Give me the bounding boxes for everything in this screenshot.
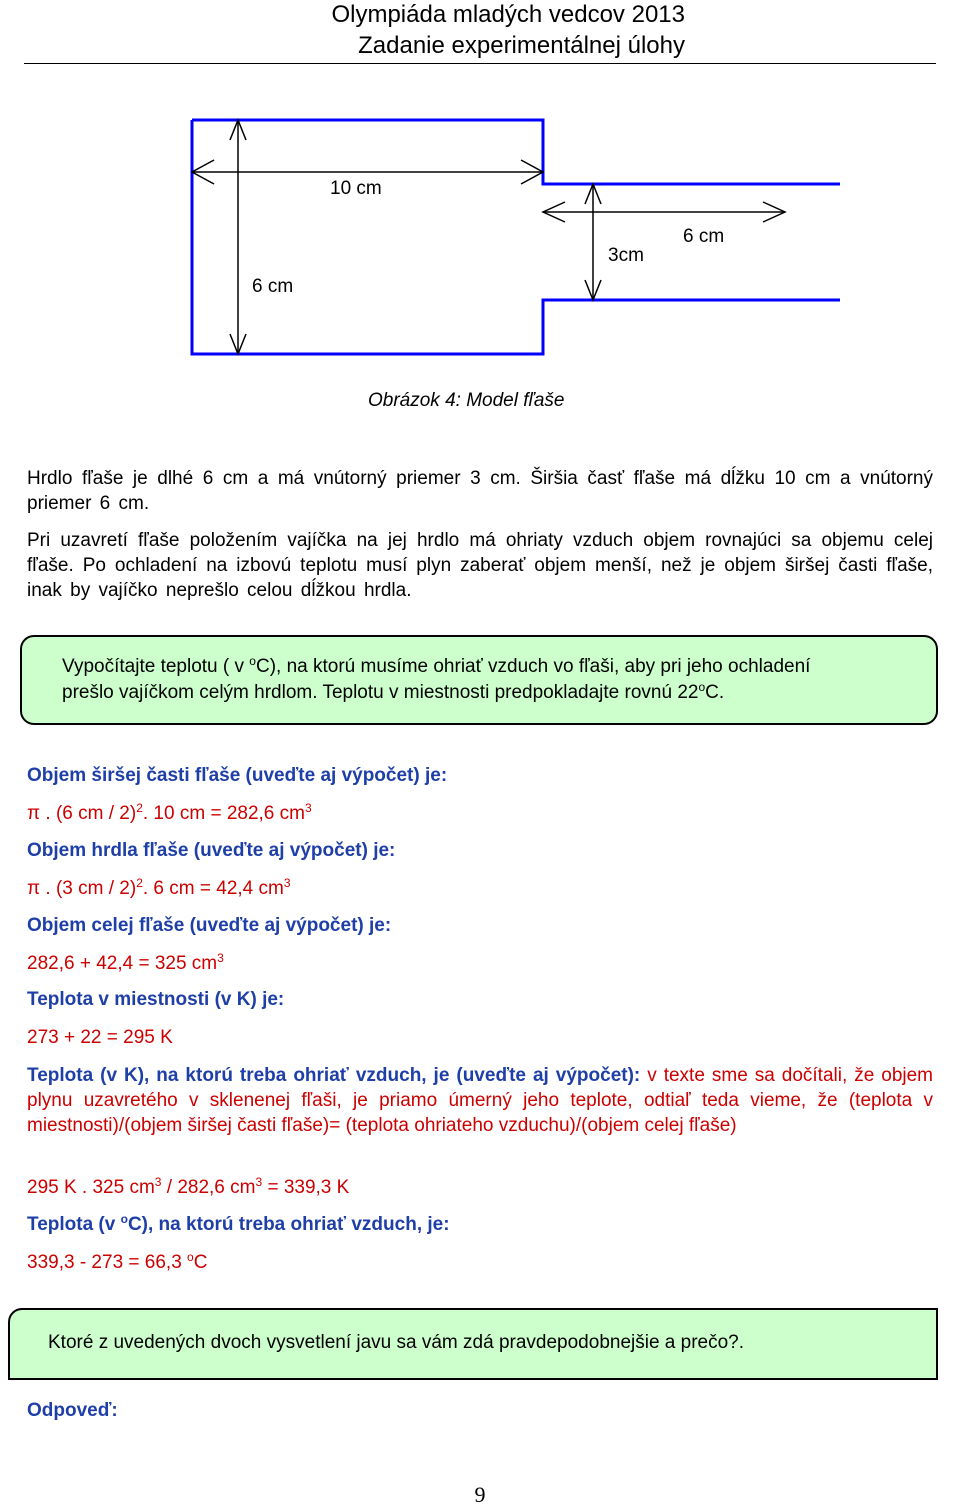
bottle-outline-top — [192, 120, 840, 354]
header-subtitle: Zadanie experimentálnej úlohy — [358, 32, 685, 59]
answer-wide-volume-sup-b: 3 — [304, 801, 312, 815]
task-text-d: C. — [705, 682, 725, 703]
answer-total-volume-a: 282,6 + 42,4 = 325 cm — [27, 953, 218, 974]
bottle-diagram — [0, 0, 960, 370]
task-line-2 — [62, 680, 724, 705]
answer-total-volume — [27, 953, 224, 975]
task-box — [20, 635, 938, 725]
figure-caption: Obrázok 4: Model fľaše — [368, 390, 565, 411]
bottle-outline-bottom — [192, 120, 840, 184]
task-text-b: C), na ktorú musíme ohriať vzduch vo fľaši, aby pri jeho ochladení — [255, 656, 811, 677]
label-wide-length: 10 cm — [330, 178, 382, 199]
answer-heat-temperature-k — [27, 1177, 349, 1199]
answer-heat-temperature-c — [27, 1252, 207, 1274]
answer-heat-k-explanation: v texte sme sa dočítali, že objem plynu uzavretého v sklenenej fľaši, je priamo úmerný jeho teplote, odtiaľ teda vieme, že (teplota v miestnosti)/(objem širšej časti fľaše)= (teplota ohriateho vzduchu)/(objem celej fľaše) — [27, 1065, 934, 1136]
task-degree-sup-2: o — [698, 680, 706, 694]
task-text-c: prešlo vajíčkom celým hrdlom. Teplotu v miestnosti predpokladajte rovnú 22 — [62, 682, 699, 703]
answer-neck-volume-b: . 6 cm = 42,4 cm — [142, 878, 284, 899]
label-wide-diameter: 6 cm — [252, 276, 294, 297]
answer-heat-c-a: 339,3 - 273 = 66,3 — [27, 1252, 188, 1273]
answer-heat-k-sup-a: 3 — [154, 1175, 162, 1189]
question-heat-c-a: Teplota (v — [27, 1214, 121, 1235]
task-line-1 — [62, 654, 810, 679]
answer-total-volume-sup: 3 — [217, 951, 224, 965]
answer-neck-volume-sup-b: 3 — [283, 876, 291, 890]
answer-wide-volume-a: π . (6 cm / 2) — [27, 803, 137, 824]
question-wide-volume: Objem širšej časti fľaše (uveďte aj výpočet) je: — [27, 765, 448, 786]
answer-wide-volume-b: . 10 cm = 282,6 cm — [142, 803, 305, 824]
answer-room-temperature: 273 + 22 = 295 K — [27, 1027, 173, 1048]
page-number: 9 — [474, 1482, 486, 1507]
question-heat-c-b: C), na ktorú treba ohriať vzduch, je: — [127, 1214, 450, 1235]
question-heat-c-sup: o — [120, 1212, 128, 1226]
question-room-temperature: Teplota v miestnosti (v K) je: — [27, 989, 285, 1010]
header-title: Olympiáda mladých vedcov 2013 — [331, 1, 685, 28]
question-heat-temperature-c — [27, 1214, 450, 1236]
intro-paragraph-2-a: Pri uzavretí fľaše položením vajíčka na jej hrdlo má ohriaty vzduch objem rovnajúci sa objemu celej fľaše. — [27, 530, 933, 576]
task-text-a: Vypočítajte teplotu ( v — [62, 656, 250, 677]
intro-paragraph-1: Hrdlo fľaše je dlhé 6 cm a má vnútorný priemer 3 cm. Širšia časť fľaše má dĺžku 10 cm a vnútorný priemer 6 cm. — [27, 468, 933, 514]
question-heat-temperature-k — [27, 1063, 933, 1138]
intro-paragraph-2 — [27, 528, 933, 603]
answer-neck-volume — [27, 878, 291, 900]
answer-heat-k-c: = 339,3 K — [262, 1177, 350, 1198]
question-box — [8, 1308, 938, 1380]
question-neck-volume: Objem hrdla fľaše (uveďte aj výpočet) je: — [27, 840, 396, 861]
answer-neck-volume-sup-a: 2 — [136, 876, 143, 890]
intro-paragraph-2-b: Po ochladení na izbovú teplotu musí plyn zaberať objem menší, než je objem širšej časti fľaše, inak by vajíčko neprešlo celou dĺžkou hrdla. — [27, 555, 933, 601]
question-box-text: Ktoré z uvedených dvoch vysvetlení javu sa vám zdá pravdepodobnejšie a prečo?. — [48, 1332, 745, 1353]
answer-wide-volume — [27, 803, 312, 825]
answer-heat-k-sup-b: 3 — [255, 1175, 263, 1189]
answer-wide-volume-sup-a: 2 — [136, 801, 143, 815]
answer-neck-volume-a: π . (3 cm / 2) — [27, 878, 137, 899]
label-neck-length: 6 cm — [683, 226, 725, 247]
answer-heat-c-b: C — [193, 1252, 208, 1273]
task-degree-sup-1: o — [249, 654, 256, 668]
question-heat-k-label: Teplota (v K), na ktorú treba ohriať vzduch, je (uveďte aj výpočet): — [27, 1065, 641, 1086]
answer-heat-c-sup: o — [187, 1250, 194, 1264]
label-neck-diameter: 3cm — [608, 245, 644, 266]
question-total-volume: Objem celej fľaše (uveďte aj výpočet) je: — [27, 915, 392, 936]
answer-heat-k-a: 295 K . 325 cm — [27, 1177, 155, 1198]
answer-label: Odpoveď: — [27, 1400, 118, 1421]
answer-heat-k-b: / 282,6 cm — [161, 1177, 256, 1198]
